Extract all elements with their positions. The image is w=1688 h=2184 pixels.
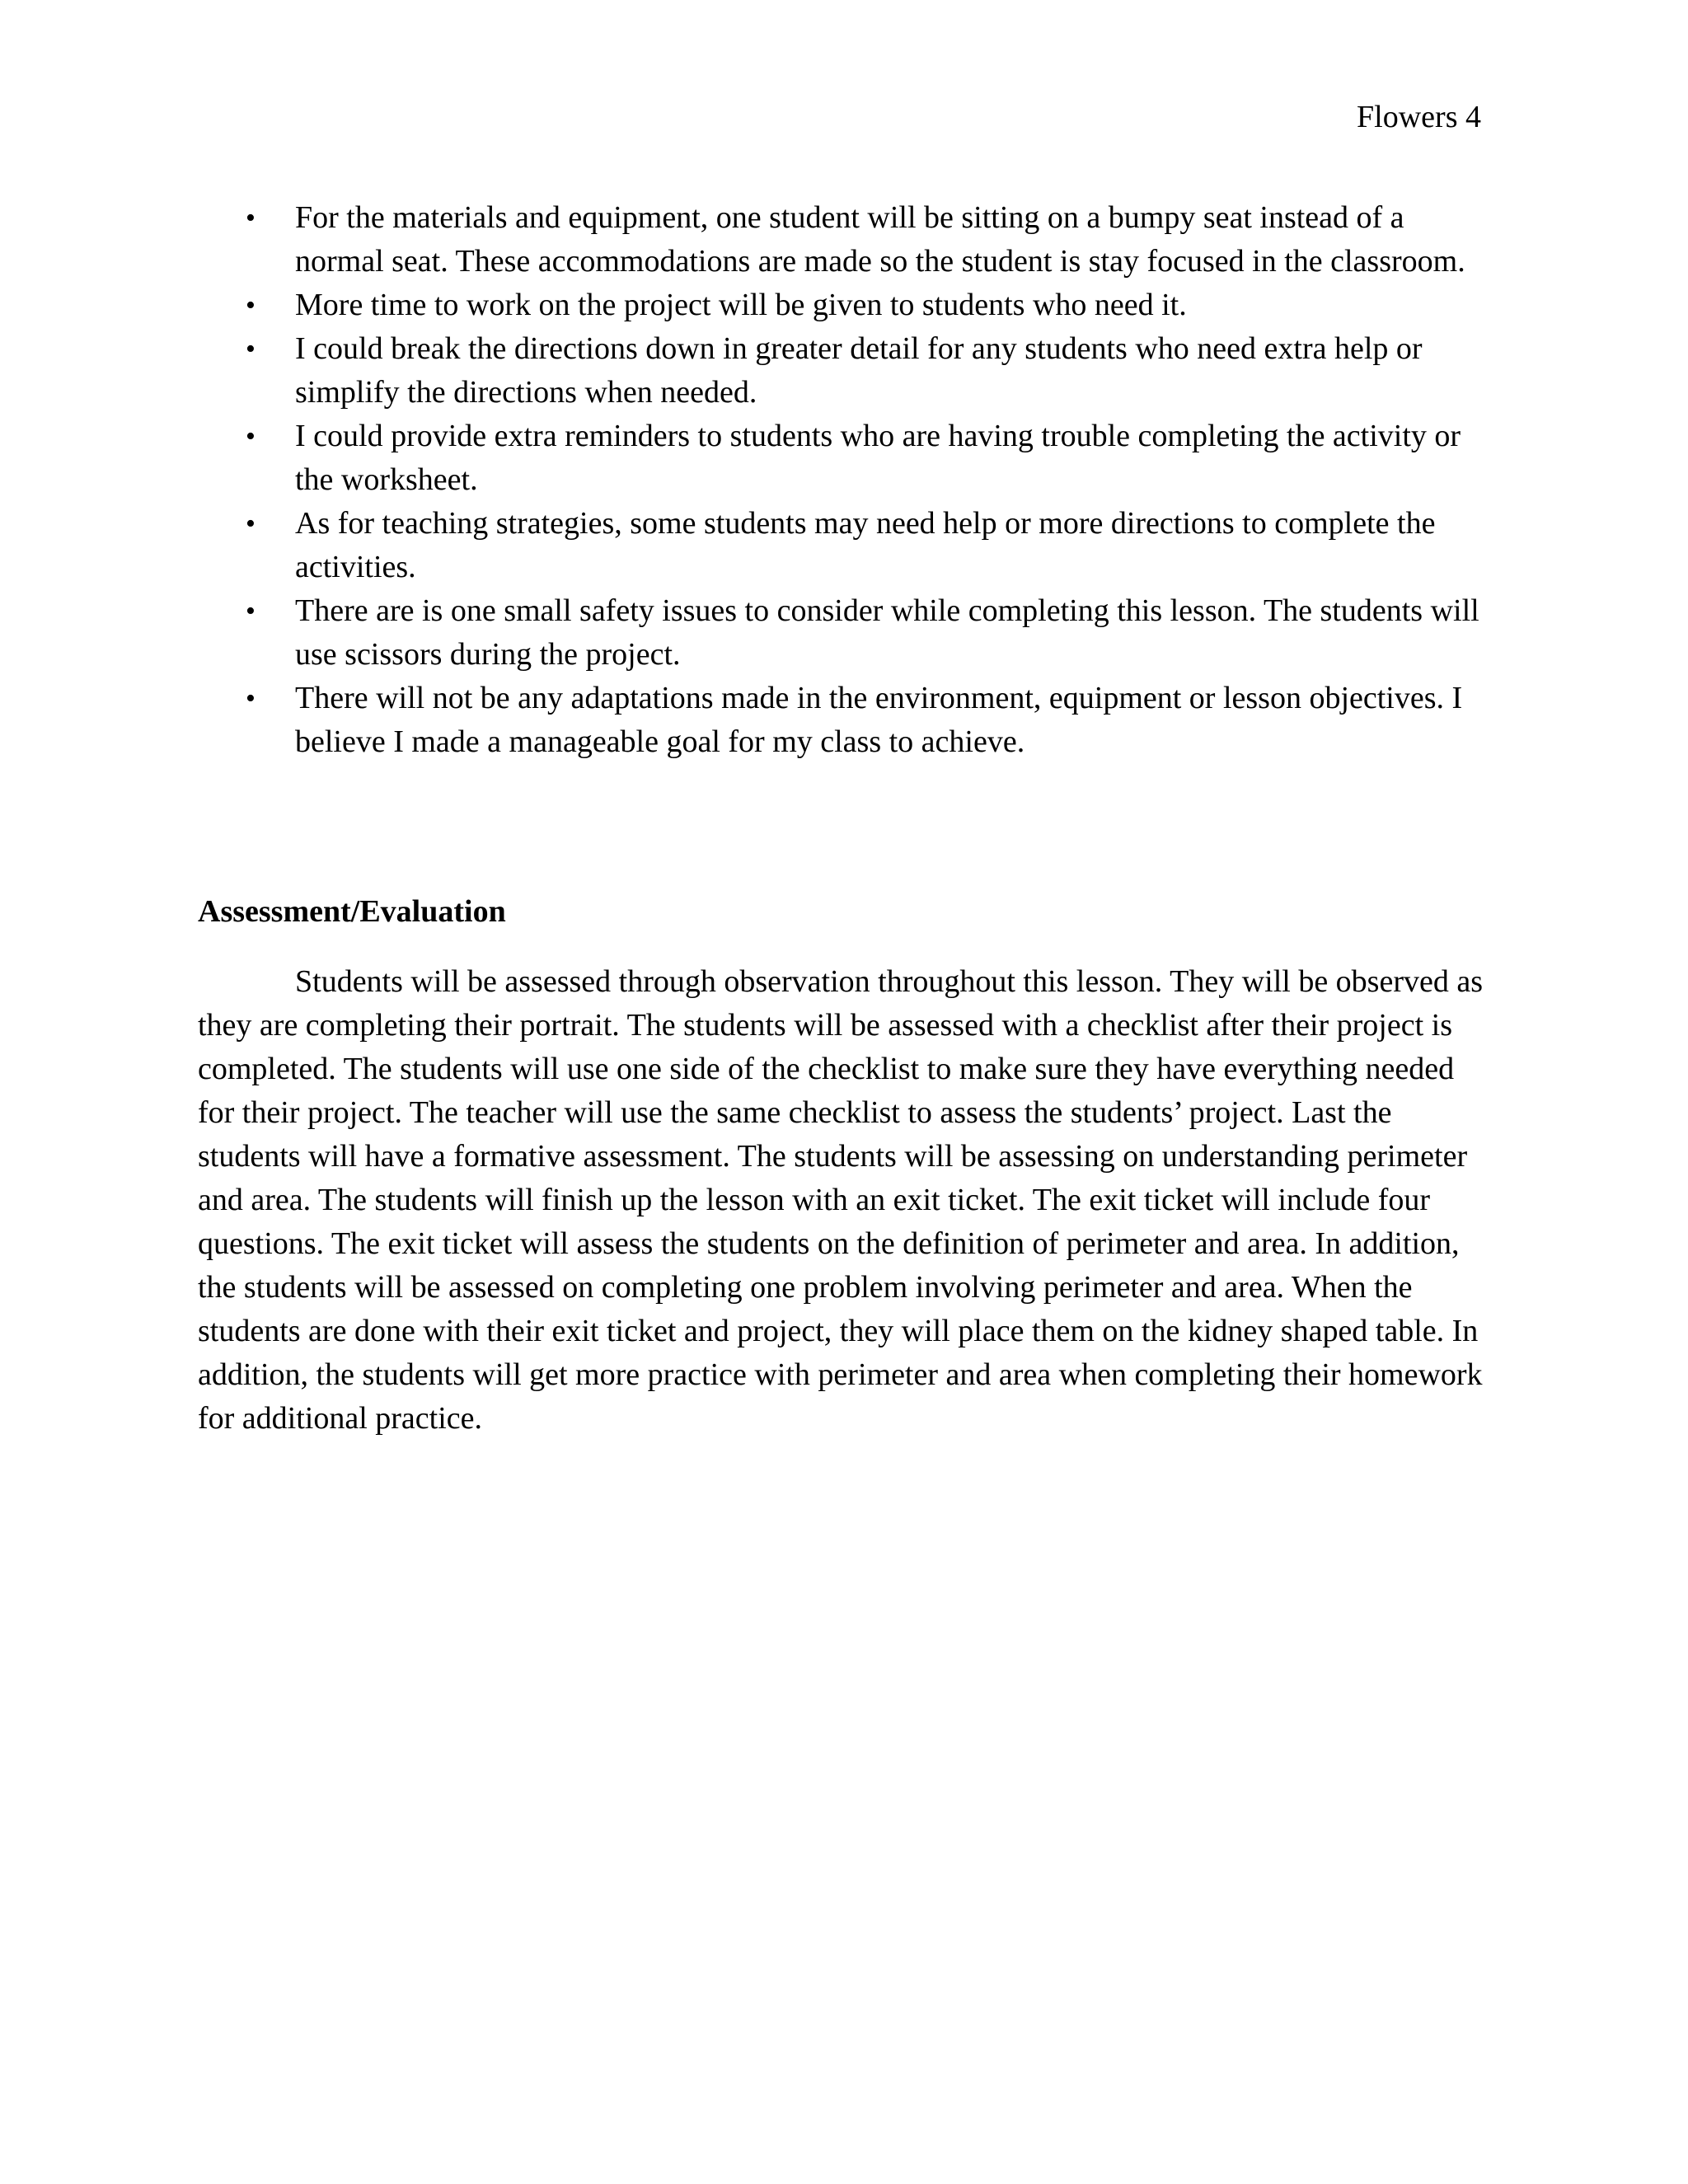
- list-item: [198, 677, 1484, 764]
- list-item-text: As for teaching strategies, some students may need help or more directions to complete the activities.: [295, 506, 1436, 584]
- section-heading: Assessment/Evaluation: [198, 894, 506, 929]
- list-item: [198, 589, 1484, 677]
- accommodations-list: [198, 196, 1484, 764]
- list-item-text: I could provide extra reminders to students who are having trouble completing the activity or the worksheet.: [295, 419, 1461, 497]
- bullet-icon: •: [246, 509, 256, 539]
- list-item: [198, 196, 1484, 284]
- page-header: Flowers 4: [1357, 100, 1481, 134]
- bullet-icon: •: [246, 683, 256, 714]
- bullet-icon: •: [246, 421, 256, 452]
- list-item: [198, 415, 1484, 502]
- list-item-text: There will not be any adaptations made in the environment, equipment or lesson objectives. I believe I made a manageable goal for my class to achieve.: [295, 681, 1463, 759]
- list-item-text: There are is one small safety issues to consider while completing this lesson. The students will use scissors during the project.: [295, 593, 1479, 672]
- list-item: [198, 284, 1484, 327]
- list-item-text: More time to work on the project will be given to students who need it.: [295, 288, 1187, 322]
- assessment-paragraph: Students will be assessed through observation throughout this lesson. They will be observed as they are completing their portrait. The students will be assessed with a checklist after their project is completed. The students will use one side of the checklist to make sure they have everything needed for their project. The teacher will use the same checklist to assess the students’ project. Last the students will have a formative assessment. The students will be assessing on understanding perimeter and area. The students will finish up the lesson with an exit ticket. The exit ticket will include four questions. The exit ticket will assess the students on the definition of perimeter and area. In addition, the students will be assessed on completing one problem involving perimeter and area. When the students are done with their exit ticket and project, they will place them on the kidney shaped table. In addition, the students will get more practice with perimeter and area when completing their homework for additional practice.: [198, 964, 1484, 1436]
- list-item-text: I could break the directions down in greater detail for any students who need extra help or simplify the directions when needed.: [295, 331, 1423, 410]
- list-item: [198, 502, 1484, 589]
- bullet-icon: •: [246, 596, 256, 626]
- bullet-icon: •: [246, 334, 256, 364]
- list-item-text: For the materials and equipment, one student will be sitting on a bumpy seat instead of a normal seat. These accommodations are made so the student is stay focused in the classroom.: [295, 200, 1465, 279]
- bullet-icon: •: [246, 203, 256, 233]
- list-item: [198, 327, 1484, 415]
- bullet-icon: •: [246, 290, 256, 321]
